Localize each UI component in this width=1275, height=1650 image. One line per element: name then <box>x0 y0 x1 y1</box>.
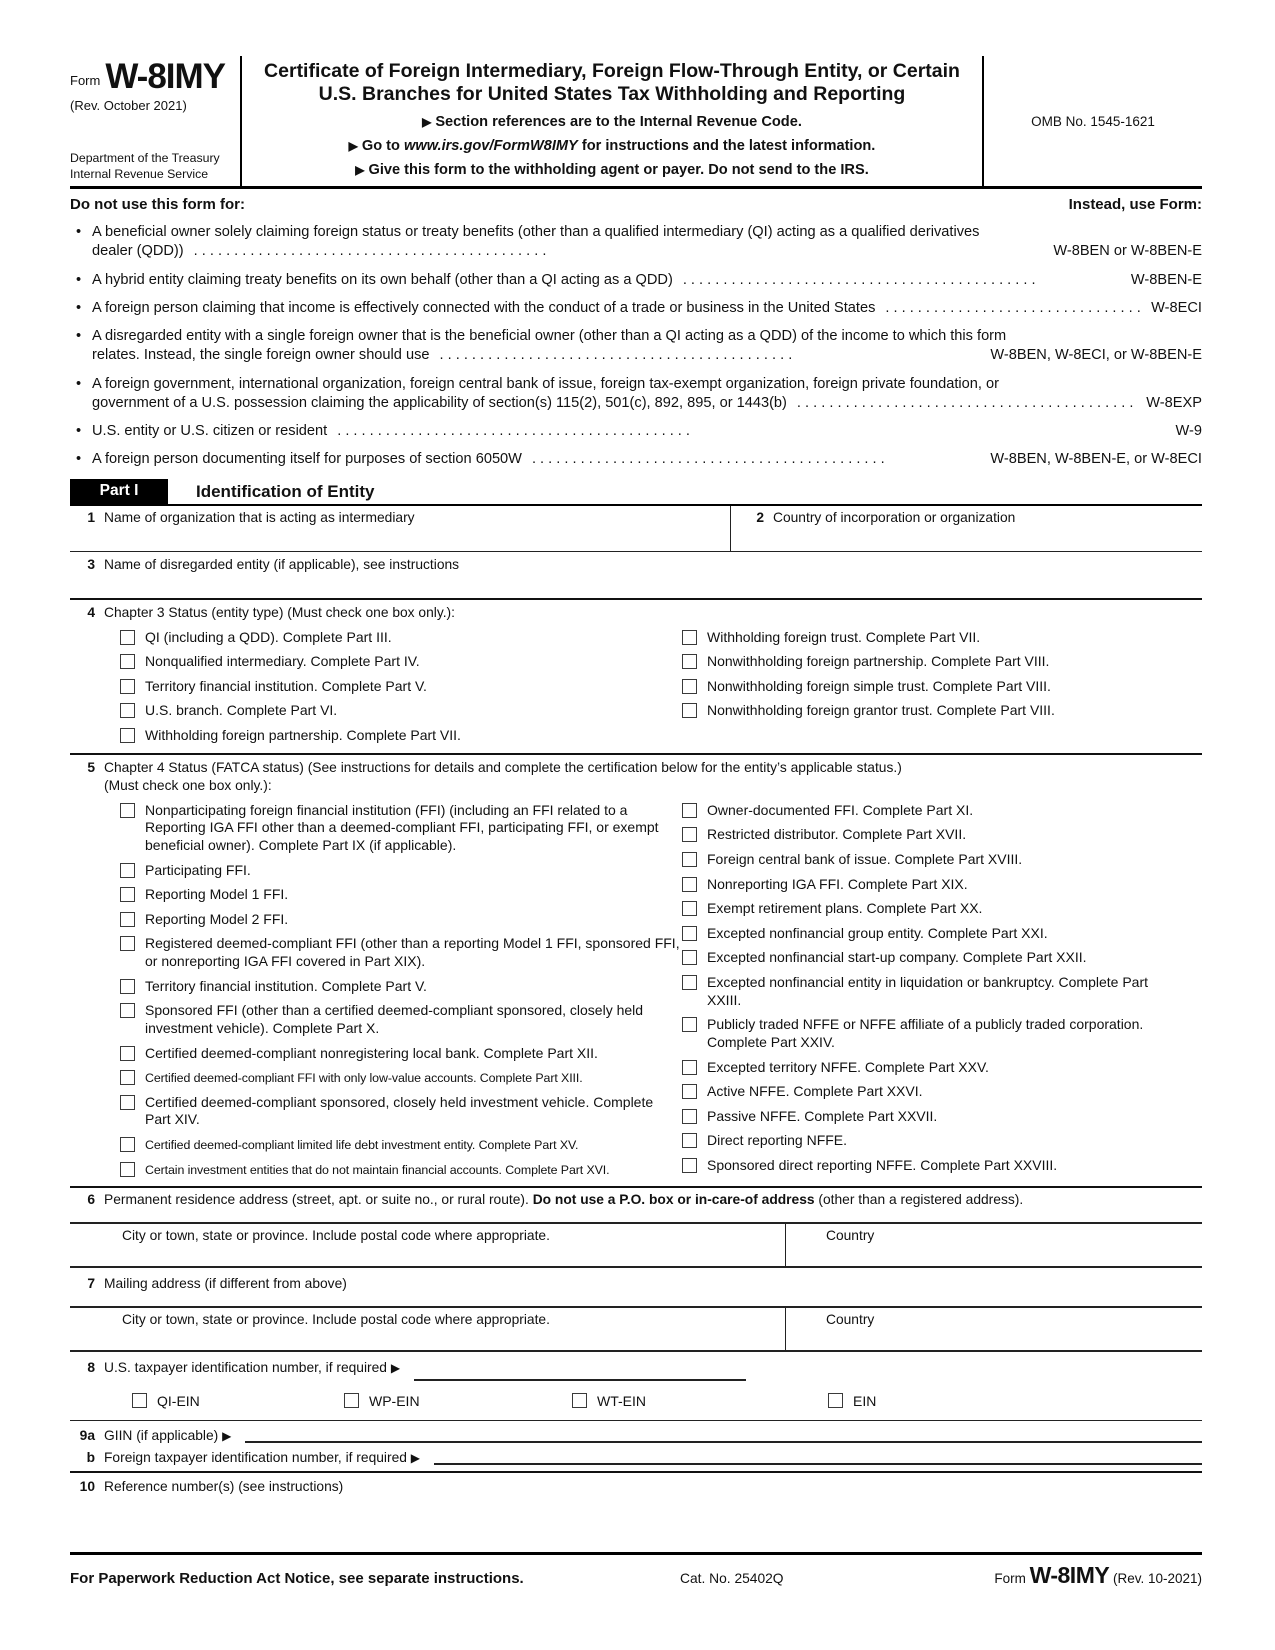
option-label: Territory financial institution. Complete Part V. <box>145 677 427 694</box>
form-word: Form <box>70 73 101 89</box>
option-label: Publicly traded NFFE or NFFE affiliate of a publicly traded corporation. Complete Part XXIV. <box>707 1016 1144 1050</box>
chapter3-option <box>682 702 1152 720</box>
chapter4-option <box>120 911 682 929</box>
header-note-3: ▶ Give this form to the withholding agent or payer. Do not send to the IRS. <box>355 162 869 178</box>
dot-leader <box>797 394 1136 413</box>
field-5-chapter4-status <box>70 755 1202 1187</box>
part1-header-bar <box>70 479 1202 506</box>
option-label: Nonwithholding foreign partnership. Complete Part VIII. <box>707 653 1050 670</box>
mailing-city-country-row <box>70 1306 1202 1352</box>
checkbox[interactable] <box>120 863 135 878</box>
option-label: Active NFFE. Complete Part XXVI. <box>707 1083 923 1100</box>
option-label: Nonwithholding foreign simple trust. Complete Part VIII. <box>707 677 1051 694</box>
header-note-2: ▶ Go to www.irs.gov/FormW8IMY for instructions and the latest information. <box>348 138 876 154</box>
footer-form-number: W-8IMY <box>1029 1561 1110 1588</box>
agency-line1: Department of the Treasury <box>70 151 220 166</box>
chapter4-option <box>682 1108 1152 1126</box>
option-label: Certified deemed-compliant limited life debt investment entity. Complete Part XV. <box>145 1138 579 1152</box>
chapter3-option <box>120 702 682 720</box>
checkbox[interactable] <box>682 1084 697 1099</box>
instead-form-name: W-9 <box>1175 423 1202 439</box>
field-row-1-2 <box>70 506 1202 552</box>
checkbox[interactable] <box>120 1095 135 1110</box>
ein-type-option <box>572 1393 828 1411</box>
option-label: WP-EIN <box>369 1393 420 1410</box>
checkbox[interactable] <box>120 654 135 669</box>
option-label: Sponsored direct reporting NFFE. Complete Part XXVIII. <box>707 1157 1058 1173</box>
checkbox[interactable] <box>682 975 697 990</box>
item-text-line1: • A foreign government, international organization, foreign central bank of issue, foreign tax-exempt organization, foreign private foundation, or <box>92 375 999 392</box>
chapter4-option <box>120 802 682 855</box>
field-number: 6 <box>87 1192 95 1208</box>
item-text: government of a U.S. possession claiming the applicability of section(s) 115(2), 501(c), 892, 895, or 1443(b) <box>92 394 787 411</box>
chapter4-option <box>120 1069 682 1087</box>
chapter4-option <box>682 876 1152 894</box>
option-label: U.S. branch. Complete Part VI. <box>145 702 338 719</box>
section-divider <box>70 1186 1202 1188</box>
dot-leader <box>337 422 1165 441</box>
field-number: b <box>86 1449 95 1465</box>
chapter4-option <box>120 1094 682 1129</box>
header-note-1: ▶ Section references are to the Internal Revenue Code. <box>422 114 802 130</box>
do-not-use-item <box>70 375 1202 414</box>
checkbox[interactable] <box>682 877 697 892</box>
chapter3-option <box>682 678 1152 696</box>
chapter4-option <box>120 978 682 996</box>
agency-name <box>70 151 232 182</box>
form-title-line1: Certificate of Foreign Intermediary, Foreign Flow-Through Entity, or Certain <box>264 60 960 82</box>
dot-leader <box>885 299 1141 318</box>
field-label: Foreign taxpayer identification number, if required ▶ <box>104 1449 421 1465</box>
field-9a-giin <box>70 1428 1202 1443</box>
blank-space <box>70 1494 1202 1552</box>
checkbox[interactable] <box>682 630 697 645</box>
chapter3-option <box>120 629 682 647</box>
footer-form-id: Form W-8IMY (Rev. 10-2021) <box>994 1561 1202 1588</box>
option-label: Foreign central bank of issue. Complete Part XVIII. <box>707 850 1023 867</box>
option-label: WT-EIN <box>597 1393 646 1410</box>
mailing-city-field[interactable]: City or town, state or province. Include postal code where appropriate. <box>122 1312 550 1328</box>
checkbox[interactable] <box>828 1393 843 1408</box>
checkbox[interactable] <box>682 926 697 941</box>
instead-form-name: W-8ECI <box>1151 299 1202 316</box>
form-title-line2: U.S. Branches for United States Tax Withholding and Reporting <box>318 83 906 105</box>
checkbox[interactable] <box>682 950 697 965</box>
chapter4-option <box>120 935 682 970</box>
form-id-block <box>70 56 240 186</box>
option-label: Restricted distributor. Complete Part XVII. <box>707 826 967 843</box>
chapter4-option <box>120 862 682 880</box>
option-label: Certified deemed-compliant sponsored, closely held investment vehicle. Complete Part XIV. <box>145 1093 654 1128</box>
option-label: Exempt retirement plans. Complete Part XX. <box>707 900 983 917</box>
option-label: Excepted nonfinancial group entity. Complete Part XXI. <box>707 924 1048 941</box>
option-label: Nonreporting IGA FFI. Complete Part XIX. <box>707 875 968 892</box>
do-not-use-list <box>70 223 1202 470</box>
city-field[interactable]: City or town, state or province. Include postal code where appropriate. <box>122 1228 550 1244</box>
checkbox[interactable] <box>682 654 697 669</box>
checkbox[interactable] <box>682 1133 697 1148</box>
instead-form-name: W-8EXP <box>1146 394 1202 411</box>
dot-leader <box>683 271 1121 290</box>
checkbox[interactable] <box>120 979 135 994</box>
checkbox[interactable] <box>120 803 135 818</box>
item-text-line1: • A disregarded entity with a single foreign owner that is the beneficial owner (other than a QI acting as a QDD) of the income to which this form <box>92 328 1007 344</box>
checkbox[interactable] <box>682 1158 697 1173</box>
country-field[interactable]: Country <box>785 1224 1202 1266</box>
chapter3-options-left <box>70 622 682 745</box>
checkbox[interactable] <box>572 1393 587 1408</box>
giin-ftin-block <box>70 1428 1202 1473</box>
field-9b-foreign-tin <box>70 1450 1202 1465</box>
dot-leader <box>194 242 1044 261</box>
do-not-use-item <box>70 271 1202 290</box>
field-label: Chapter 3 Status (entity type) (Must check one box only.): <box>104 604 455 620</box>
chapter4-option <box>682 1016 1152 1051</box>
chapter4-option <box>682 1083 1152 1101</box>
checkbox[interactable] <box>682 827 697 842</box>
form-number: W-8IMY <box>105 57 226 96</box>
field-3-disregarded-entity[interactable] <box>70 552 1202 600</box>
chapter4-option <box>682 826 1152 844</box>
instead-form-name: W-8BEN-E <box>1130 271 1202 288</box>
option-label: Withholding foreign trust. Complete Part VII. <box>707 628 981 645</box>
option-label: Participating FFI. <box>145 861 251 878</box>
do-not-use-item <box>70 327 1202 366</box>
option-label: Nonparticipating foreign financial institution (FFI) (including an FFI related to a Reporting IGA FFI other than a deemed-compliant FFI, participating FFI, or exempt beneficial owner). Complete Part IX (if applicable). <box>145 801 659 853</box>
arrow-right-icon: ▶ <box>390 1361 401 1376</box>
item-text: • A foreign person documenting itself for purposes of section 6050W <box>92 451 522 468</box>
field-6-permanent-address <box>70 1192 1202 1207</box>
field-8-us-tin <box>70 1360 1202 1375</box>
option-label: Excepted territory NFFE. Complete Part XXV. <box>707 1058 989 1075</box>
option-label: Excepted nonfinancial start-up company. Complete Part XXII. <box>707 949 1087 966</box>
option-label: Certified deemed-compliant nonregistering local bank. Complete Part XII. <box>145 1044 598 1061</box>
option-label: Certified deemed-compliant FFI with only low-value accounts. Complete Part XIII. <box>145 1071 583 1086</box>
checkbox[interactable] <box>682 1060 697 1075</box>
checkbox[interactable] <box>120 1003 135 1018</box>
chapter4-option <box>682 1059 1152 1077</box>
field-1-org-name[interactable] <box>70 506 730 551</box>
chapter4-option <box>682 974 1152 1009</box>
option-label: Excepted nonfinancial entity in liquidation or bankruptcy. Complete Part XXIII. <box>707 974 1148 1008</box>
chapter4-options-left <box>70 795 682 1179</box>
field-label: Chapter 4 Status (FATCA status) (See instructions for details and complete the certification below for the entity’s applicable status.) <box>104 759 902 775</box>
checkbox[interactable] <box>344 1393 359 1408</box>
checkbox[interactable] <box>120 936 135 951</box>
form-title <box>256 60 968 106</box>
field-label: Name of organization that is acting as intermediary <box>104 509 415 525</box>
foreign-tin-input-line[interactable] <box>434 1463 1202 1465</box>
item-text: • U.S. entity or U.S. citizen or resident <box>92 423 328 439</box>
ein-type-option <box>828 1393 876 1411</box>
do-not-use-item <box>70 223 1202 262</box>
catalog-number: Cat. No. 25402Q <box>680 1570 784 1586</box>
checkbox[interactable] <box>120 912 135 927</box>
field-label: Country of incorporation or organization <box>773 509 1016 525</box>
item-text-line1: • A beneficial owner solely claiming foreign status or treaty benefits (other than a qualified intermediary (QI) acting as a qualified derivatives <box>92 224 980 240</box>
checkbox[interactable] <box>120 703 135 718</box>
field-number: 2 <box>756 509 764 525</box>
checkbox[interactable] <box>120 679 135 694</box>
arrow-right-icon: ▶ <box>355 163 365 177</box>
instead-form-name: W-8BEN, W-8ECI, or W-8BEN-E <box>990 347 1202 364</box>
chapter4-option <box>682 925 1152 943</box>
checkbox[interactable] <box>682 901 697 916</box>
chapter3-options-right <box>682 622 1152 745</box>
chapter3-option <box>682 629 1152 647</box>
arrow-right-icon: ▶ <box>422 115 432 129</box>
dot-leader <box>440 346 981 365</box>
item-text: • A hybrid entity claiming treaty benefits on its own behalf (other than a QI acting as a QDD) <box>92 271 673 288</box>
option-label: Withholding foreign partnership. Complete Part VII. <box>145 727 461 743</box>
do-not-use-item <box>70 422 1202 441</box>
option-label: Owner-documented FFI. Complete Part XI. <box>707 801 974 818</box>
option-label: Nonqualified intermediary. Complete Part IV. <box>145 653 420 670</box>
chapter4-option <box>120 886 682 904</box>
field-label: GIIN (if applicable) ▶ <box>104 1427 232 1443</box>
chapter3-option <box>120 653 682 671</box>
checkbox[interactable] <box>120 1046 135 1061</box>
chapter3-option <box>682 653 1152 671</box>
arrow-right-icon: ▶ <box>348 139 358 153</box>
chapter4-option <box>682 1132 1152 1150</box>
chapter4-option <box>120 1002 682 1037</box>
chapter3-option <box>120 727 682 745</box>
field-number: 8 <box>87 1360 95 1376</box>
do-not-use-heading-row <box>70 196 1202 213</box>
field-7-mailing-address[interactable] <box>70 1276 1202 1291</box>
field-label: Permanent residence address (street, apt. or suite no., or rural route). Do not use a P.O. box or in-care-of address (other than a registered address). <box>104 1192 1024 1208</box>
footer <box>70 1562 1202 1589</box>
item-text: • A foreign person claiming that income is effectively connected with the conduct of a trade or business in the United States <box>92 299 876 316</box>
agency-line2: Internal Revenue Service <box>70 166 209 181</box>
checkbox[interactable] <box>120 887 135 902</box>
checkbox[interactable] <box>132 1393 147 1408</box>
do-not-use-item <box>70 299 1202 318</box>
checkbox[interactable] <box>120 1137 135 1152</box>
checkbox[interactable] <box>120 1070 135 1085</box>
revision-date: (Rev. October 2021) <box>70 98 187 114</box>
chapter4-option <box>682 802 1152 820</box>
irs-url-link[interactable]: www.irs.gov/FormW8IMY <box>404 138 578 154</box>
field-number: 7 <box>87 1276 95 1292</box>
field-number: 4 <box>87 604 95 620</box>
option-label: Sponsored FFI (other than a certified deemed-compliant sponsored, closely held investment vehicle). Complete Part X. <box>145 1002 644 1036</box>
part1-title: Identification of Entity <box>196 481 375 501</box>
chapter4-option <box>120 1045 682 1063</box>
option-label: Certain investment entities that do not maintain financial accounts. Complete Part XVI. <box>145 1162 610 1177</box>
paperwork-notice: For Paperwork Reduction Act Notice, see separate instructions. <box>70 1569 524 1587</box>
checkbox[interactable] <box>682 1109 697 1124</box>
field-label: U.S. taxpayer identification number, if required ▶ <box>104 1360 401 1376</box>
checkbox[interactable] <box>682 1017 697 1032</box>
chapter3-option <box>120 678 682 696</box>
chapter4-option <box>682 900 1152 918</box>
tin-input-line[interactable] <box>414 1379 746 1381</box>
option-label: Passive NFFE. Complete Part XXVII. <box>707 1107 938 1124</box>
instead-form-name: W-8BEN or W-8BEN-E <box>1053 243 1202 260</box>
checkbox[interactable] <box>682 852 697 867</box>
field-number: 5 <box>87 759 95 775</box>
chapter4-option <box>120 1136 682 1154</box>
field-4-chapter3-status <box>70 600 1202 753</box>
giin-input-line[interactable] <box>245 1441 1202 1443</box>
checkbox[interactable] <box>682 679 697 694</box>
chapter4-options-right <box>682 795 1152 1179</box>
form-title-block <box>240 56 984 186</box>
checkbox[interactable] <box>120 728 135 743</box>
option-label: EIN <box>853 1393 877 1410</box>
ein-type-options <box>70 1386 1202 1421</box>
item-text: dealer (QDD)) <box>92 243 184 260</box>
do-not-use-heading: Do not use this form for: <box>70 196 245 213</box>
instead-use-form-heading: Instead, use Form: <box>1068 196 1202 213</box>
arrow-right-icon: ▶ <box>410 1450 421 1465</box>
option-label: Territory financial institution. Complete Part V. <box>145 977 427 994</box>
do-not-use-item <box>70 450 1202 469</box>
checkbox[interactable] <box>682 803 697 818</box>
mailing-country-field[interactable]: Country <box>785 1308 1202 1350</box>
field-10-reference-numbers[interactable] <box>70 1479 1202 1494</box>
omb-number: OMB No. 1545-1621 <box>1031 113 1155 129</box>
option-label: Nonwithholding foreign grantor trust. Complete Part VIII. <box>707 702 1055 719</box>
chapter4-option <box>682 949 1152 967</box>
option-label: Direct reporting NFFE. <box>707 1132 848 1149</box>
checkbox[interactable] <box>120 630 135 645</box>
item-text: relates. Instead, the single foreign owner should use <box>92 347 430 364</box>
checkbox[interactable] <box>682 703 697 718</box>
option-label: Reporting Model 1 FFI. <box>145 886 289 903</box>
address-city-country-row <box>70 1222 1202 1268</box>
ein-type-option <box>344 1393 572 1411</box>
arrow-right-icon: ▶ <box>222 1428 232 1443</box>
field-2-country-incorporation[interactable] <box>730 506 1202 551</box>
field-label: Mailing address (if different from above) <box>104 1276 347 1292</box>
chapter4-option <box>682 851 1152 869</box>
option-label: QI-EIN <box>157 1393 200 1410</box>
option-label: Reporting Model 2 FFI. <box>145 910 289 927</box>
checkbox[interactable] <box>120 1162 135 1177</box>
chapter4-option <box>682 1157 1152 1175</box>
field-number: 1 <box>87 509 95 525</box>
dot-leader <box>532 450 980 469</box>
field-number: 10 <box>79 1478 95 1494</box>
field-number: 3 <box>87 556 95 572</box>
field-label: Reference number(s) (see instructions) <box>104 1478 344 1494</box>
instead-form-name: W-8BEN, W-8BEN-E, or W-8ECI <box>990 451 1202 468</box>
footer-rule <box>70 1552 1202 1555</box>
chapter4-option <box>120 1161 682 1179</box>
option-label: QI (including a QDD). Complete Part III. <box>145 628 392 645</box>
form-header <box>70 56 1202 189</box>
option-label: Registered deemed-compliant FFI (other than a reporting Model 1 FFI, sponsored FFI, or nonreporting IGA FFI covered in Part XIX). <box>145 935 680 969</box>
ein-type-option <box>132 1393 344 1411</box>
field-5-sublabel: (Must check one box only.): <box>104 777 272 793</box>
field-number: 9a <box>79 1427 95 1443</box>
part1-label: Part I <box>70 479 168 504</box>
field-label: Name of disregarded entity (if applicable), see instructions <box>104 556 460 572</box>
